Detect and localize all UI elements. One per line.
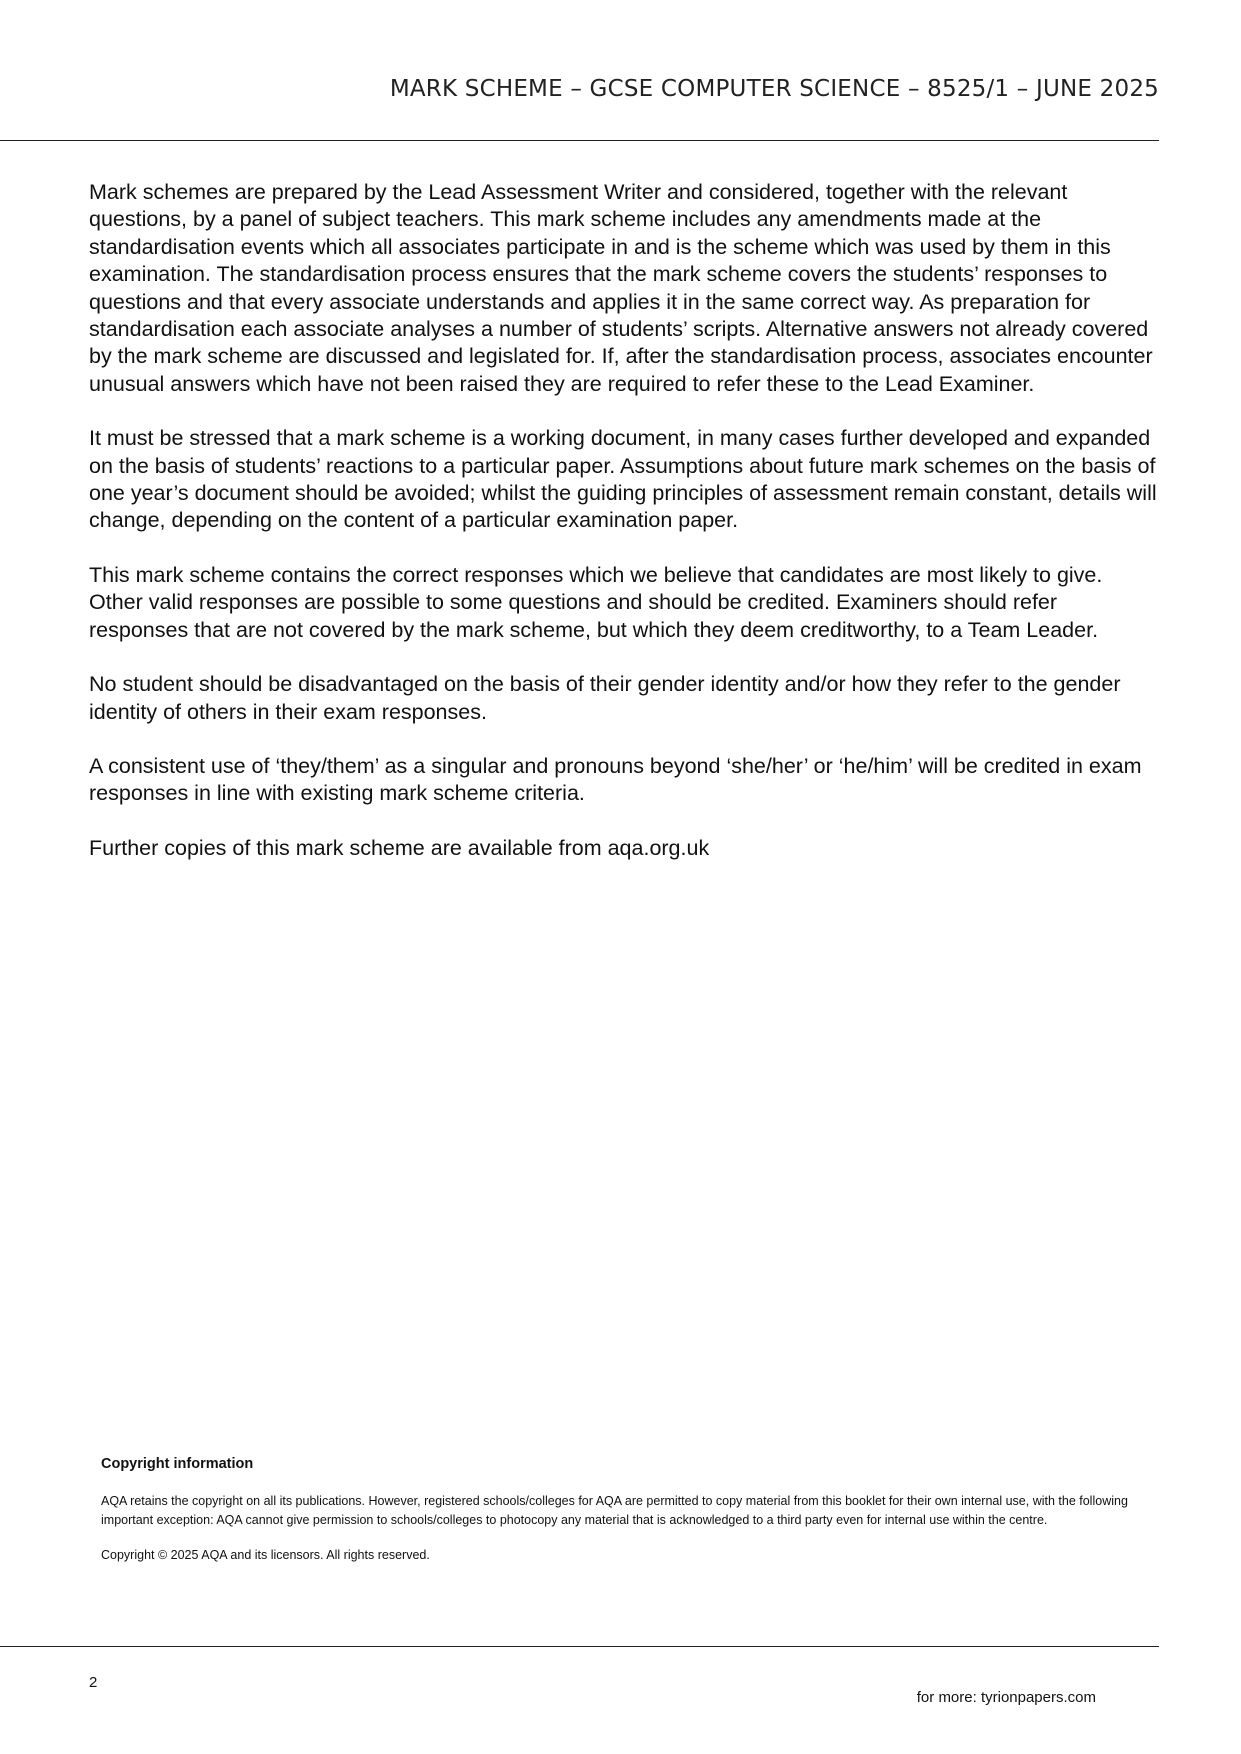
copyright-section <box>101 1455 1141 1581</box>
paragraph-further-copies: Further copies of this mark scheme are available from aqa.org.uk <box>89 835 710 860</box>
paragraph-correct-responses: This mark scheme contains the correct responses which we believe that candidates are most likely to give. Other valid responses are possible to some questions and should be credited. Examiners should refer responses that are not covered by the mark scheme, but which they deem creditworthy, to a Team Leader. <box>89 562 1103 642</box>
footer-divider <box>0 1646 1159 1647</box>
main-body <box>89 179 1161 889</box>
paragraph-working-document: It must be stressed that a mark scheme is a working document, in many cases further developed and expanded on the basis of students’ reactions to a particular paper. Assumptions about future mark schemes on the basis of one year’s document should be avoided; whilst the guiding principles of assessment remain constant, details will change, depending on the content of a particular examination paper. <box>89 426 1157 533</box>
footer-link[interactable]: for more: tyrionpapers.com <box>916 1689 1096 1706</box>
header-divider <box>0 140 1159 141</box>
paragraph-pronouns: A consistent use of ‘they/them’ as a singular and pronouns beyond ‘she/her’ or ‘he/him’ will be credited in exam responses in line with existing mark scheme criteria. <box>89 753 1142 806</box>
copyright-body: AQA retains the copyright on all its publications. However, registered schools/colleges for AQA are permitted to copy material from this booklet for their own internal use, with the following important exception: AQA cannot give permission to schools/colleges to photocopy any material that is acknowledged to a third party even for internal use within the centre. <box>101 1494 1128 1527</box>
page-number: 2 <box>89 1674 98 1691</box>
copyright-title: Copyright information <box>101 1456 254 1472</box>
copyright-notice: Copyright © 2025 AQA and its licensors. All rights reserved. <box>101 1548 430 1562</box>
page-header-title: MARK SCHEME – GCSE COMPUTER SCIENCE – 8525/1 – JUNE 2025 <box>389 76 1159 102</box>
paragraph-gender-identity: No student should be disadvantaged on the basis of their gender identity and/or how they refer to the gender identity of others in their exam responses. <box>89 672 1121 724</box>
paragraph-standardisation: Mark schemes are prepared by the Lead Assessment Writer and considered, together with the relevant questions, by a panel of subject teachers. This mark scheme includes any amendments made at the standardisation events which all associates participate in and is the scheme which was used by them in this examination. The standardisation process ensures that the mark scheme covers the students’ responses to questions and that every associate understands and applies it in the same correct way. As preparation for standardisation each associate analyses a number of students’ scripts. Alternative answers not already covered by the mark scheme are discussed and legislated for. If, after the standardisation process, associates encounter unusual answers which have not been raised they are required to refer these to the Lead Examiner. <box>89 180 1153 396</box>
